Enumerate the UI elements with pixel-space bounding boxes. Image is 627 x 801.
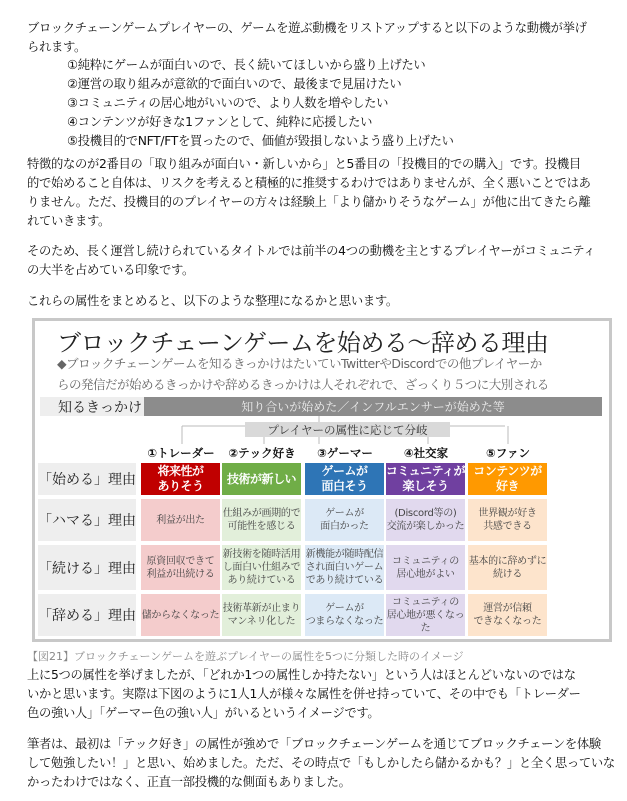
paragraph-line: れていきます。 [27,214,110,228]
figure-diagram [32,318,612,642]
row-label: 「始める」理由 [38,463,136,495]
reason-cell: コミュニティの 居心地がよい [386,545,465,590]
row-label: 「続ける」理由 [38,545,136,590]
reason-cell: 原資回収できて 利益が出続ける [141,545,220,590]
motive-item: ①純粋にゲームが面白いので、長く続いてほしいから盛り上げたい [67,58,426,72]
reason-cell: 仕組みが画期的で 可能性を感じる [222,499,301,541]
figure-subtitle: らの発信だが始めるきっかけや辞めるきっかけは人それぞれで、ざっくり５つに大別される [57,377,549,392]
paragraph-line: の大半を占めている印象です。 [27,263,194,277]
paragraph-line: 特徴的なのが2番目の「取り組みが面白い・新しいから」と5番目の「投機目的での購入」です。投機目 [27,157,581,171]
reason-cell: ゲームが 面白そう [305,463,384,495]
figure-title: ブロックチェーンゲームを始める～辞める理由 [57,329,549,357]
row-label: 「ハマる」理由 [38,499,136,541]
intro-line: ブロックチェーンゲームプレイヤーの、ゲームを遊ぶ動機をリストアップすると以下のような動機が挙げ [27,21,587,35]
paragraph-line: 上に5つの属性を挙げましたが、「どれか1つの属性しか持たない」という人はほとんどいないのではな [27,668,576,682]
motive-item: ⑤投機目的でNFT/FTを買ったので、価値が毀損しないよう盛り上げたい [67,134,454,148]
figure-caption: 【図21】ブロックチェーンゲームを遊ぶプレイヤーの属性を5つに分類した時のイメージ [27,650,464,663]
paragraph-line: いかと思います。実際は下図のように1人1人が様々な属性を併せ持っていて、その中でも「トレーダー [27,687,581,701]
paragraph-line: これらの属性をまとめると、以下のような整理になるかと思います。 [27,294,398,308]
column-header: ①トレーダー [147,446,215,460]
reason-cell: 儲からなくなった [141,594,220,636]
paragraph-line: 色の強い人」「ゲーマー色の強い人」がいるというイメージです。 [27,706,380,720]
reason-cell: コンテンツが 好き [468,463,547,495]
column-header: ③ゲーマー [317,446,373,460]
reason-cell: コミュニティの 居心地が悪くなっ た [386,594,465,636]
motive-item: ②運営の取り組みが意欲的で面白いので、最後まで見届けたい [67,77,402,91]
paragraph-line: りません。ただ、投機目的のプレイヤーの方々は経験上「より儲かりそうなゲーム」が他に出てきたら離 [27,195,591,209]
column-header: ②テック好き [228,446,296,460]
reason-cell: 利益が出た [141,499,220,541]
column-header: ⑤ファン [485,446,530,460]
paragraph-line: そのため、長く運営し続けられているタイトルでは前半の4つの動機を主とするプレイヤーがコミュニティ [27,244,596,258]
paragraph-line: して勉強したい！」と思い、始めました。ただ、その時点で「もしかしたら儲かるかも？」と全く思っていな [27,756,615,770]
reason-cell: 将来性が ありそう [141,463,220,495]
discover-label: 知るきっかけ [40,397,144,416]
discover-value: 知り合いが始めた／インフルエンサーが始めた等 [144,397,602,416]
branch-label: プレイヤーの属性に応じて分岐 [245,422,450,437]
reason-cell: 運営が信頼 できなくなった [468,594,547,636]
reason-cell: コミュニティが 楽しそう [385,464,466,493]
reason-cell: 基本的に辞めずに 続ける [468,545,547,590]
reason-cell: 技術革新が止まり マンネリ化した [222,594,301,636]
reason-cell: 新機能が随時配信 され面白いゲーム であり続けている [305,545,384,590]
reason-cell: ゲームが つまらなくなった [305,594,384,636]
reason-cell: 技術が新しい [222,463,301,495]
paragraph-line: かったわけではなく、正直一部投機的な側面もありました。 [27,775,351,789]
intro-line: られます。 [27,40,87,54]
reason-cell: ゲームが 面白かった [305,499,384,541]
reason-cell: 新技術を随時活用 し面白い仕組みで あり続けている [222,545,301,590]
motive-item: ③コミュニティの居心地がいいので、より人数を増やしたい [67,96,389,110]
figure-subtitle: ◆ブロックチェーンゲームを知るきっかけはたいていTwitterやDiscordでの他プレイヤーか [57,356,542,371]
column-header: ④社交家 [403,446,449,460]
row-label: 「辞める」理由 [38,594,136,636]
reason-cell: (Discord等の) 交流が楽しかった [386,499,465,541]
reason-cell: 世界観が好き 共感できる [468,499,547,541]
motive-item: ④コンテンツが好きな1ファンとして、純粋に応援したい [67,115,373,129]
paragraph-line: 筆者は、最初は「テック好き」の属性が強めで「ブロックチェーンゲームを通じてブロックチェーンを体験 [27,737,601,751]
paragraph-line: 的で始めること自体は、リスクを考えると積極的に推奨するわけではありませんが、全く悪いことではあ [27,176,591,190]
